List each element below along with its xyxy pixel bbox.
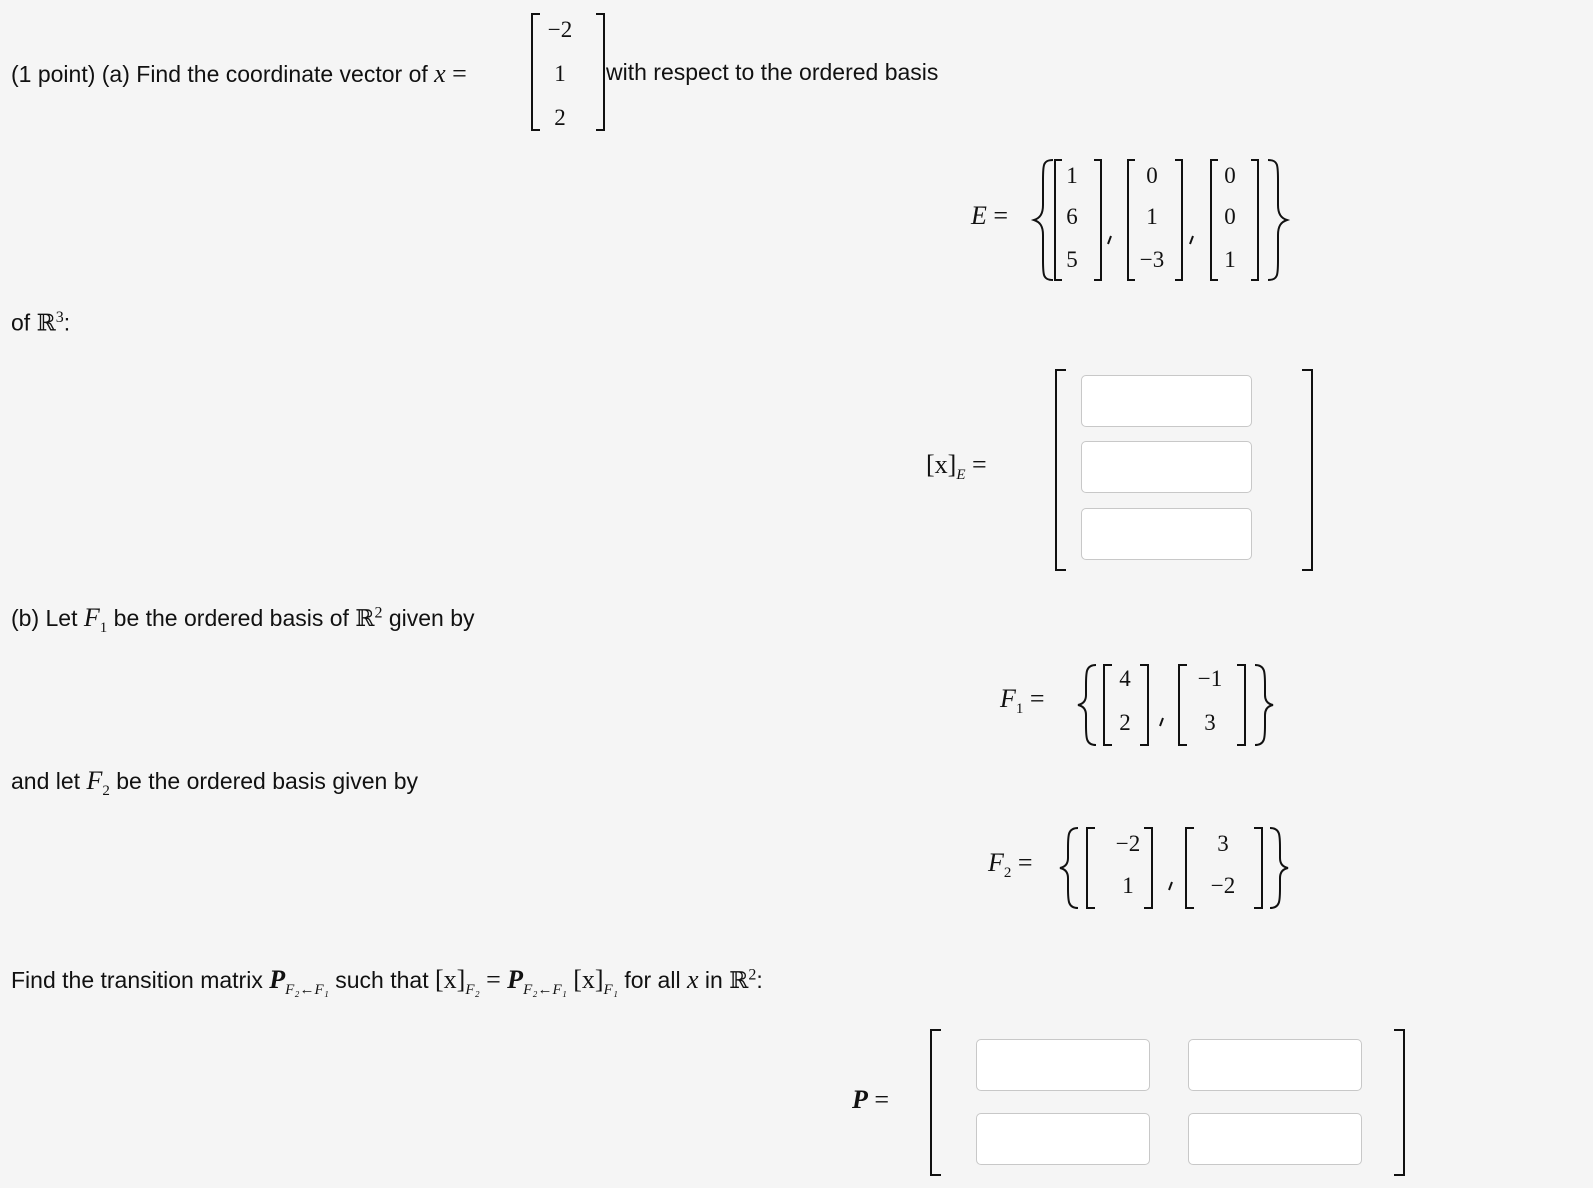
f1-entry: −1 xyxy=(1197,666,1223,691)
basis-entry: 1 xyxy=(1224,247,1236,272)
bracket-right-icon xyxy=(1254,828,1262,908)
bracket-right-icon xyxy=(1144,828,1152,908)
brace-left-icon xyxy=(1060,828,1078,908)
bracket-left-icon xyxy=(1056,370,1066,570)
part-b-intro: (b) Let $F_1$ be the ordered basis of ℝ$^2$ given by xyxy=(11,603,475,636)
bracket-right-icon xyxy=(596,14,604,130)
f1-entry: 4 xyxy=(1119,666,1131,691)
coord-e-label: $[x]_E$ = xyxy=(926,450,987,483)
bracket-right-icon xyxy=(1094,160,1101,280)
bracket-right-icon xyxy=(1302,370,1312,570)
bracket-left-icon xyxy=(1179,665,1187,745)
x-entry: 1 xyxy=(554,61,566,86)
bracket-right-icon xyxy=(1175,160,1182,280)
basis-entry: 0 xyxy=(1146,163,1158,188)
bracket-left-icon xyxy=(1087,828,1095,908)
part-b-f2-intro: and let $F_2$ be the ordered basis given by xyxy=(11,766,418,799)
comma-icon xyxy=(1169,882,1172,890)
bracket-left-icon xyxy=(1186,828,1194,908)
brace-right-icon xyxy=(1268,160,1287,280)
comma-icon xyxy=(1108,236,1111,244)
brace-right-icon xyxy=(1255,665,1273,745)
p-matrix-label: P = xyxy=(852,1085,890,1114)
basis-e-label: E = xyxy=(971,201,1009,230)
transition-question: Find the transition matrix $P_{F_2\leftarrow F_1}$ such that $[x]_{F_2} = P_{F_2\leftarrow F_1}$ $[x]_{F_1}$ for all x in ℝ$^2$: xyxy=(11,965,763,998)
bracket-left-icon xyxy=(1055,160,1062,280)
bracket-right-icon xyxy=(1140,665,1148,745)
basis-entry: 0 xyxy=(1224,204,1236,229)
basis-entry: 5 xyxy=(1066,247,1078,272)
x-entry: 2 xyxy=(554,105,566,130)
basis-entry: 1 xyxy=(1066,163,1078,188)
f2-entry: 3 xyxy=(1217,831,1229,856)
basis-entry: −3 xyxy=(1139,247,1165,272)
bracket-left-icon xyxy=(1211,160,1218,280)
brace-left-icon xyxy=(1078,665,1096,745)
basis-f1-label: $F_1$ = xyxy=(1000,684,1045,717)
with-respect-text: with respect to the ordered basis xyxy=(606,59,939,85)
bracket-left-icon xyxy=(1128,160,1135,280)
f2-entry: −2 xyxy=(1115,831,1141,856)
basis-entry: 0 xyxy=(1224,163,1236,188)
bracket-left-icon xyxy=(931,1030,941,1175)
f1-entry: 3 xyxy=(1204,710,1216,735)
comma-icon xyxy=(1190,236,1193,244)
bracket-left-icon xyxy=(1104,665,1112,745)
comma-icon xyxy=(1160,718,1163,726)
basis-entry: 1 xyxy=(1146,204,1158,229)
part-a-intro: (1 point) (a) Find the coordinate vector of x = xyxy=(11,59,467,88)
basis-f2-label: $F_2$ = xyxy=(988,848,1033,881)
x-entry: −2 xyxy=(547,17,573,42)
bracket-right-icon xyxy=(1237,665,1245,745)
bracket-right-icon xyxy=(1394,1030,1404,1175)
of-r3-text: of ℝ$^3$: xyxy=(11,309,71,337)
bracket-right-icon xyxy=(1251,160,1258,280)
brace-right-icon xyxy=(1270,828,1288,908)
brace-left-icon xyxy=(1034,160,1053,280)
f2-entry: 1 xyxy=(1122,873,1134,898)
f1-entry: 2 xyxy=(1119,710,1131,735)
f2-entry: −2 xyxy=(1210,873,1236,898)
basis-entry: 6 xyxy=(1066,204,1078,229)
bracket-left-icon xyxy=(532,14,540,130)
